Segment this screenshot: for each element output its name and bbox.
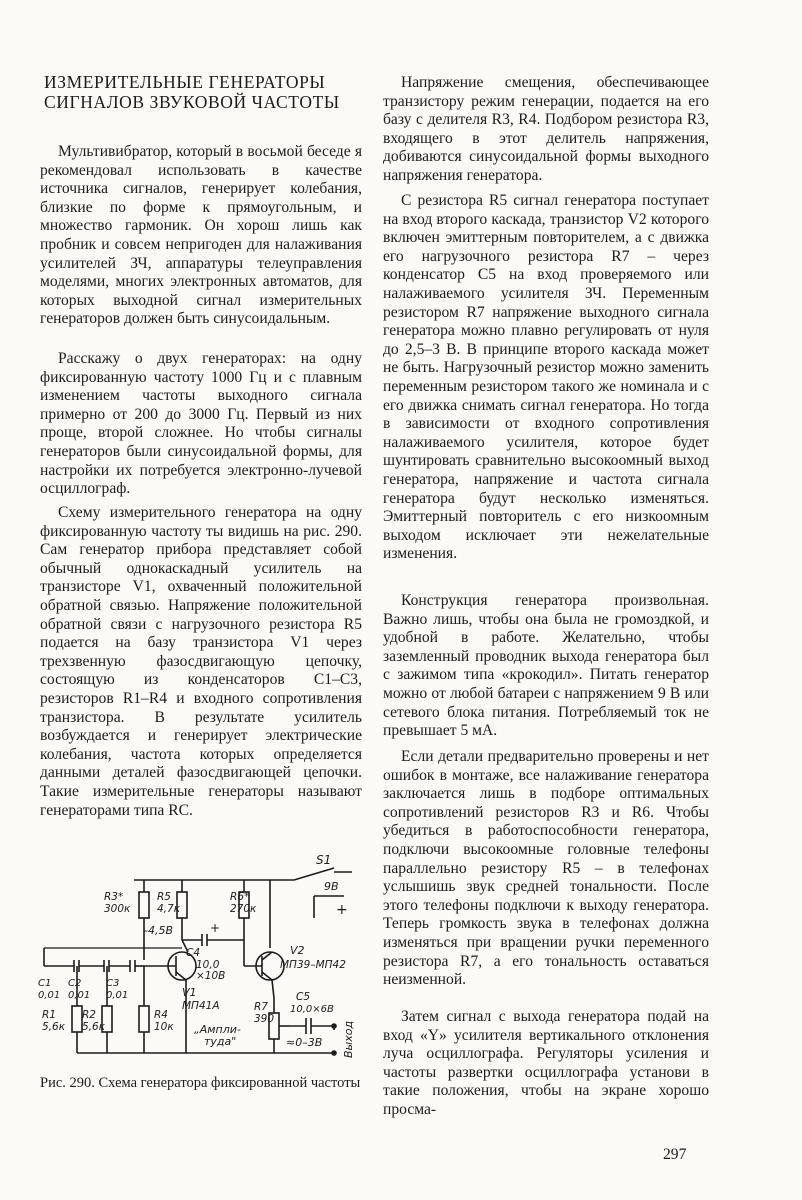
figure-caption: Рис. 290. Схема генератора фиксированной частоты bbox=[40, 1075, 361, 1091]
r2-label: R2 bbox=[82, 1009, 96, 1021]
c4-value-2: ×10В bbox=[196, 970, 226, 982]
c5-label: C5 bbox=[296, 991, 311, 1003]
r6-value: 270к bbox=[230, 903, 257, 915]
r7-label: R7 bbox=[254, 1001, 268, 1013]
left-paragraph-2: Расскажу о двух генераторах: на одну фиксированную частоту 1000 Гц и с плавным изменением частоты выходного сигнала примерно от 200 до 3000 Гц. Первый из них проще, второй сложнее. Но чтобы сигналы генераторов были синусоидальной формы, для настройки их потребуется электронно-лучевой осциллограф. bbox=[40, 350, 362, 498]
s1-label: S1 bbox=[316, 853, 332, 867]
right-paragraph-5: Затем сигнал с выхода генератора подай на вход «Y» усилителя вертикального отклонения луча осциллографа. Регуляторы усиления и частоты развертки осциллографа установи в такие положения, чтобы на экране хорошо просма- bbox=[383, 1008, 709, 1118]
r3-label: R3* bbox=[104, 891, 124, 903]
bias-voltage-label: -4,5В bbox=[144, 924, 174, 937]
r1-label: R1 bbox=[42, 1009, 56, 1021]
c5-value: 10,0×6В bbox=[290, 1004, 334, 1015]
c4-value-1: 10,0 bbox=[196, 959, 220, 971]
amplitude-label-2: туда" bbox=[204, 1035, 237, 1048]
r5-label: R5 bbox=[157, 891, 171, 903]
r2-value: 5,6к bbox=[82, 1021, 106, 1033]
c1-label: C1 bbox=[38, 978, 52, 989]
v1-label: V1 bbox=[182, 986, 197, 999]
r3-value: 300к bbox=[104, 903, 131, 915]
c3-value: 0,01 bbox=[106, 990, 129, 1001]
right-paragraph-1: Напряжение смещения, обеспечивающее транзистору режим генерации, подается на его базу с делителя R3, R4. Подбором резистора R3, входящего в этот делитель напряжения, добиваются синусоидальной формы выходного напряжения генератора. bbox=[383, 74, 709, 184]
r4-value: 10к bbox=[154, 1021, 174, 1033]
v1-type: МП41А bbox=[182, 1000, 220, 1012]
section-heading: ИЗМЕРИТЕЛЬНЫЕ ГЕНЕРАТОРЫ СИГНАЛОВ ЗВУКОВОЙ ЧАСТОТЫ bbox=[44, 72, 340, 112]
right-paragraph-4: Если детали предварительно проверены и нет ошибок в монтаже, все налаживание генератора заключается лишь в подборе оптимальных сопротивлений резисторов R3 и R6. Чтобы убедиться в работоспособности генератора, подключи высокоомные головные телефоны параллельно резистору R5 – в телефонах услышишь звук средней тональности. После этого телефоны подключи к выходу генератора. Теперь громкость звука в телефонах должна изменяться при вращении ручки переменного резистора R7, а его тональность оставаться неизменной. bbox=[383, 748, 709, 989]
v2-label: V2 bbox=[290, 944, 305, 957]
r6-label: R6* bbox=[230, 891, 250, 903]
right-paragraph-3: Конструкция генератора произвольная. Важно лишь, чтобы она была не громоздкой, и удобной в работе. Желательно, чтобы заземленный проводник выхода генератора был с зажимом типа «крокодил». Питать генератор можно от любой батареи с напряжением 9 В или сетевого блока питания. Потребляемый ток не превышает 5 мА. bbox=[383, 592, 709, 740]
plus-label: + bbox=[336, 902, 348, 918]
c3-label: C3 bbox=[106, 978, 120, 989]
left-paragraph-3: Схему измерительного генератора на одну фиксированную частоту ты видишь на рис. 290. Сам генератор прибора представляет собой обычный однокаскадный усилитель на транзисторе V1, охваченный положительной обратной связью. Напряжение положительной обратной связи с нагрузочного резистора R5 подается на базу транзистора V1 через трехзвенную фазосдвигающую цепочку, состоящую из конденсаторов C1–C3, резисторов R1–R4 и входного сопротивления транзистора. В результате усилитель возбуждается и генерирует электрические колебания, частота которых определяется данными деталей фазосдвигающей цепочки. Такие измерительные генераторы называют генераторами типа RC. bbox=[40, 504, 362, 819]
output-label: Выход bbox=[342, 1020, 355, 1058]
page-number: 297 bbox=[663, 1146, 687, 1163]
battery-voltage-label: 9В bbox=[324, 880, 339, 893]
left-paragraph-1: Мультивибратор, который в восьмой беседе я рекомендовал использовать в качестве источника сигналов, генерирует колебания, близкие по форме к прямоугольным, и множество гармоник. Он хорош лишь как пробник и совсем непригоден для налаживания усилителей ЗЧ, аппаратуры телеуправления моделями, многих электронных автоматов, для которых выходной сигнал измерительных генераторов должен быть синусоидальным. bbox=[40, 143, 362, 328]
r1-value: 5,6к bbox=[42, 1021, 66, 1033]
output-range-label: ≈0–3В bbox=[286, 1036, 323, 1049]
right-paragraph-2: С резистора R5 сигнал генератора поступает на вход второго каскада, транзистор V2 которого включен эмиттерным повторителем, а с движка его нагрузочного резистора R7 – через конденсатор C5 на вход проверяемого или налаживаемого усилителя ЗЧ. Переменным резистором R7 напряжение выходного сигнала генератора можно плавно регулировать от нуля до 2,5–3 В. В принципе второго каскада может не быть. Нагрузочный резистор можно заменить переменным резистором такого же номинала и с его движка снимать сигнал генератора. Но тогда в зависимости от входного сопротивления налаживаемого усилителя, которое будет шунтировать сравнительно высокоомный выход генератора, напряжение и частота сигнала генератора будут несколько изменяться. Эмиттерный повторитель с его низкоомным выходом исключает эти нежелательные изменения. bbox=[383, 192, 709, 563]
r7-value: 390 bbox=[254, 1013, 275, 1025]
c4-label: C4 bbox=[186, 947, 201, 959]
r5-value: 4,7к bbox=[157, 903, 181, 915]
c2-label: C2 bbox=[68, 978, 82, 989]
amplitude-label-1: „Ампли- bbox=[194, 1023, 241, 1036]
c1-value: 0,01 bbox=[38, 990, 61, 1001]
c4-plus: + bbox=[210, 921, 221, 935]
circuit-diagram bbox=[34, 848, 364, 1070]
v2-type: МП39–МП42 bbox=[280, 959, 346, 971]
r4-label: R4 bbox=[154, 1009, 168, 1021]
c2-value: 0,01 bbox=[68, 990, 91, 1001]
